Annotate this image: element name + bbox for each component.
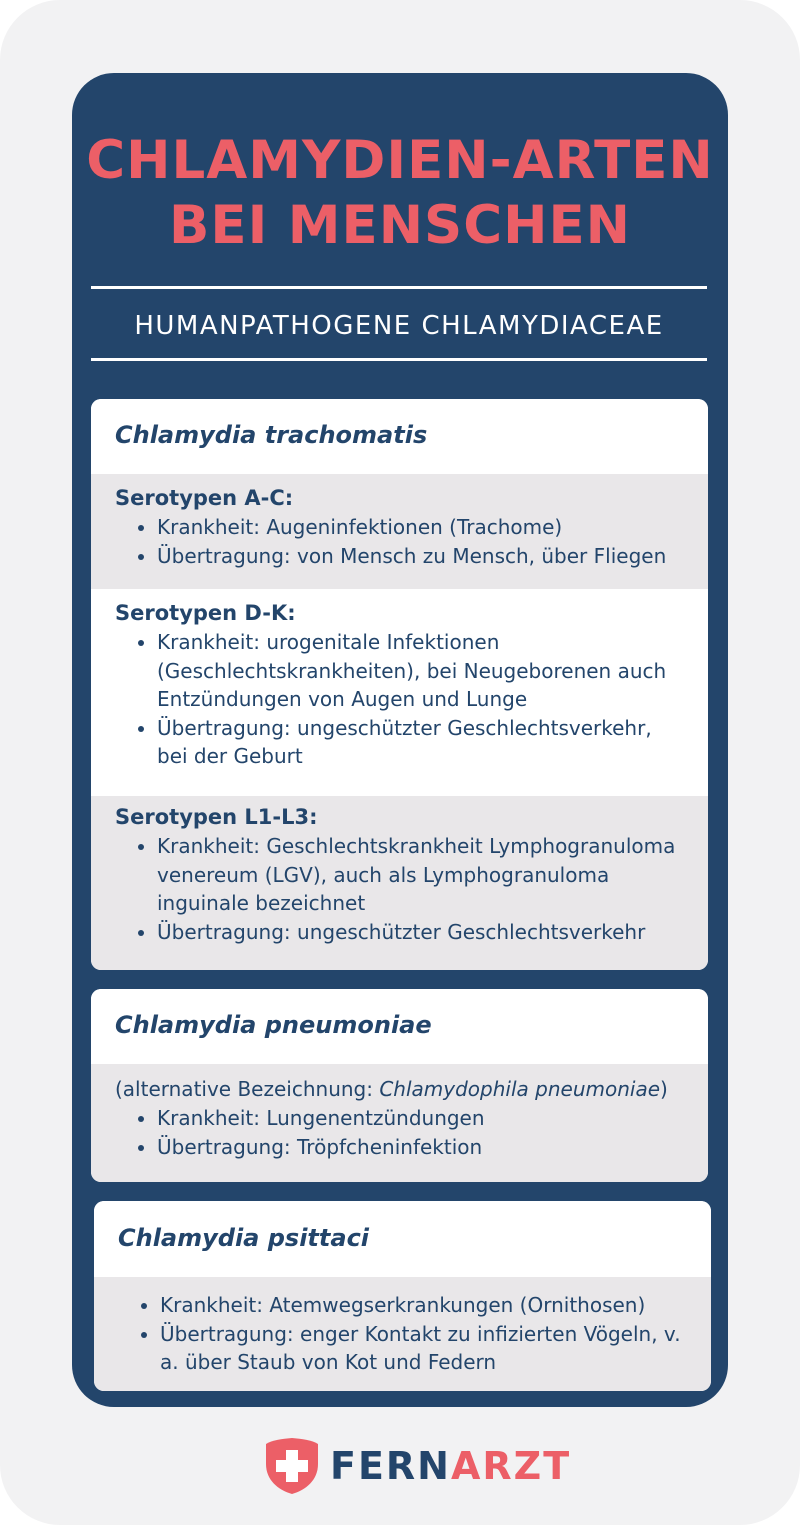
note-text: (alternative Bezeichnung: [115,1077,380,1101]
list-item: Krankheit: urogenitale Infektionen (Geschlechtskrankheiten), bei Neugeborenen auch Entzündungen von Augen und Lunge [115,628,678,714]
card-heading: Chlamydia trachomatis [91,399,708,467]
logo-text-fern: FERN [330,1444,451,1488]
pneumoniae-details [91,1064,708,1182]
list-item: Übertragung: enger Kontakt zu infizierten Vögeln, v. a. über Staub von Kot und Federn [118,1320,681,1377]
logo-wordmark [330,1442,571,1490]
list-item: Krankheit: Augeninfektionen (Trachome) [115,513,708,542]
list-item: Krankheit: Atemwegserkrankungen (Ornithosen) [118,1291,681,1320]
title-line-2: BEI MENSCHEN [168,195,632,256]
note-text-end: ) [660,1077,668,1101]
note-alt-name: Chlamydophila pneumoniae [379,1077,661,1101]
list-item: Krankheit: Geschlechtskrankheit Lymphogranuloma venereum (LGV), auch als Lymphogranuloma inguinale bezeichnet [115,832,678,918]
alternative-name-note [115,1075,688,1104]
list-item: Übertragung: Tröpfcheninfektion [115,1133,688,1162]
list-item: Krankheit: Lungenentzündungen [115,1104,688,1133]
bullet-list [115,628,678,771]
card-heading: Chlamydia pneumoniae [91,989,708,1057]
subtitle: HUMANPATHOGENE CHLAMYDIACEAE [134,311,664,341]
card-chlamydia-trachomatis [91,399,708,970]
shield-cross-icon [264,1436,320,1496]
bullet-list [115,513,708,570]
divider-top [91,286,707,289]
fernarzt-logo [264,1436,572,1496]
title-line-1: CHLAMYDIEN-ARTEN [86,130,714,191]
bullet-list [115,1104,688,1161]
group-serotypen-l1-l3 [91,796,708,970]
psittaci-details [94,1277,711,1391]
divider-bottom [91,358,707,361]
card-chlamydia-pneumoniae [91,989,708,1182]
list-item: Übertragung: von Mensch zu Mensch, über Fliegen [115,542,708,571]
list-item: Übertragung: ungeschützter Geschlechtsverkehr [115,918,678,947]
group-serotypen-d-k [91,589,708,796]
bullet-list [118,1291,681,1377]
card-chlamydia-psittaci [94,1201,711,1391]
group-title: Serotypen A-C: [115,486,294,510]
group-serotypen-a-c [91,474,708,589]
card-heading: Chlamydia psittaci [94,1201,711,1269]
group-title: Serotypen D-K: [115,601,296,625]
bullet-list [115,832,678,946]
list-item: Übertragung: ungeschützter Geschlechtsverkehr, bei der Geburt [115,714,678,771]
logo-text-arzt: ARZT [450,1444,572,1488]
group-title: Serotypen L1-L3: [115,805,318,829]
page-title [0,128,800,258]
